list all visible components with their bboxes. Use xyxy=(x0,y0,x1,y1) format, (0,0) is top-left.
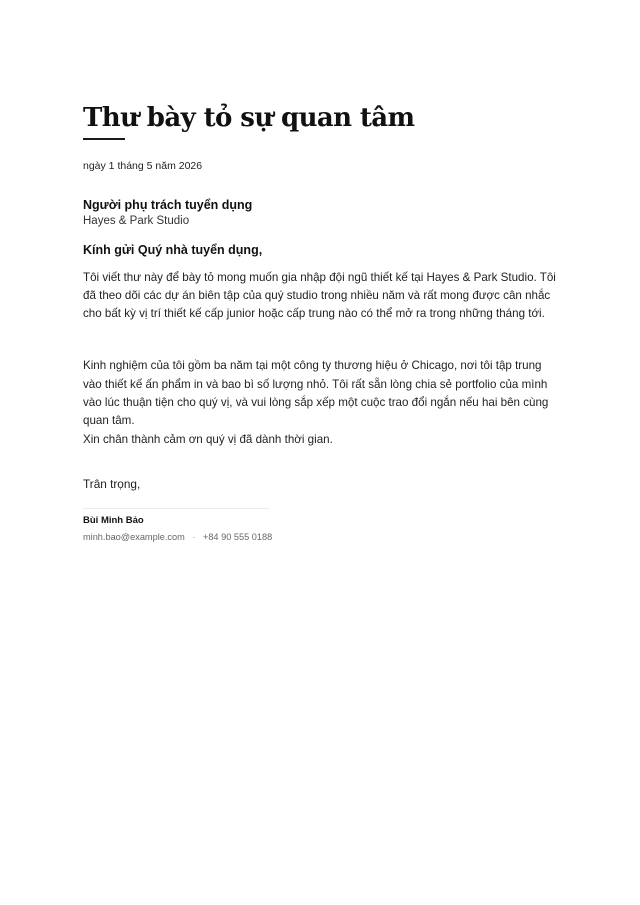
signature-divider xyxy=(83,508,269,509)
letter-title: Thư bày tỏ sự quan tâm xyxy=(83,103,415,133)
signature-name: Bùi Minh Bảo xyxy=(83,514,144,526)
closing: Trân trọng, xyxy=(83,476,141,491)
signature-phone: +84 90 555 0188 xyxy=(202,531,273,542)
recipient-organization: Hayes & Park Studio xyxy=(83,214,190,227)
contact-separator: · xyxy=(192,531,196,542)
signature-email: minh.bao@example.com xyxy=(83,531,185,542)
letter-date: ngày 1 tháng 5 năm 2026 xyxy=(83,159,203,172)
body-paragraph-3: Xin chân thành cảm ơn quý vị đã dành thời gian. xyxy=(83,432,333,446)
body-paragraph-1: Tôi viết thư này để bày tỏ mong muốn gia nhập đội ngũ thiết kế tại Hayes & Park Studio. Tôi đã theo dõi các dự án biên tập của quý studio trong nhiều năm và rất mong được cân nhắc cho bất kỳ vị trí thiết kế cấp junior hoặc cấp trung nào có thể mở ra trong những tháng tới. xyxy=(83,270,556,321)
salutation: Kính gửi Quý nhà tuyển dụng, xyxy=(83,242,263,257)
recipient-role: Người phụ trách tuyển dụng xyxy=(83,197,253,212)
title-underline xyxy=(83,138,125,140)
recipient-block xyxy=(83,197,563,229)
body-paragraph-2: Kinh nghiệm của tôi gồm ba năm tại một công ty thương hiệu ở Chicago, nơi tôi tập trung vào thiết kế ấn phẩm in và bao bì số lượng nhỏ. Tôi rất sẵn lòng chia sẻ portfolio của mình vào lúc thuận tiện cho quý vị, và vui lòng sắp xếp một cuộc trao đổi ngắn nếu hai bên cùng quan tâm. xyxy=(83,359,549,428)
letter xyxy=(83,100,563,542)
signature-contact xyxy=(83,532,563,542)
